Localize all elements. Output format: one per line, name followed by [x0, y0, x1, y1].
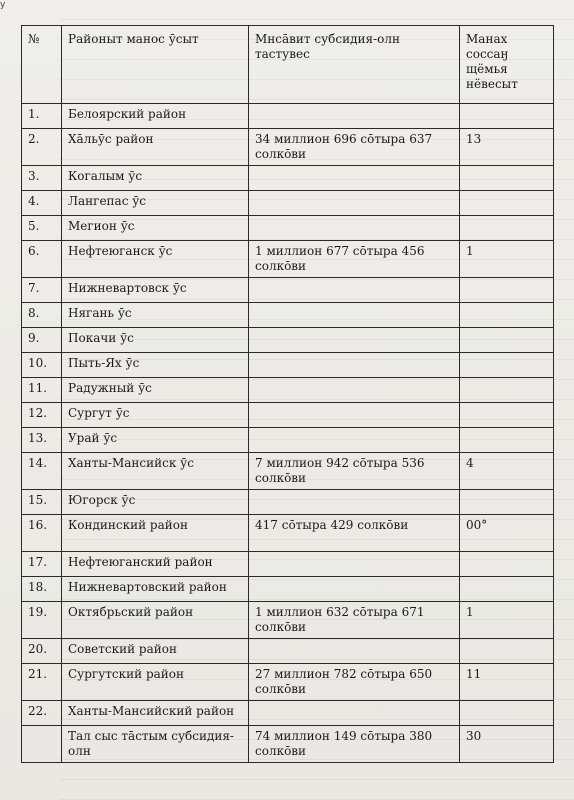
row-families: 30	[460, 726, 554, 763]
row-subsidy	[249, 303, 460, 328]
row-subsidy: 34 миллион 696 сōтыра 637 солкōви	[249, 129, 460, 166]
row-families	[460, 191, 554, 216]
row-number: 21.	[22, 664, 62, 701]
row-subsidy: 1 миллион 632 сōтыра 671 солкōви	[249, 602, 460, 639]
table-header-row	[22, 26, 554, 104]
table-row	[22, 726, 554, 763]
table-row	[22, 664, 554, 701]
table-row	[22, 403, 554, 428]
row-district: Лангепас ӯс	[62, 191, 249, 216]
row-families	[460, 577, 554, 602]
row-district: Нефтеюганск ӯс	[62, 241, 249, 278]
row-district: Нижневартовск ӯс	[62, 278, 249, 303]
row-number: 8.	[22, 303, 62, 328]
row-district: Сургут ӯс	[62, 403, 249, 428]
row-district: Когалым ӯс	[62, 166, 249, 191]
row-district: Хāльӯс район	[62, 129, 249, 166]
table-row	[22, 490, 554, 515]
header-subsidy: Мнсāвит субсидия-олн тастувес	[249, 26, 460, 104]
row-families	[460, 303, 554, 328]
row-number: 6.	[22, 241, 62, 278]
row-families	[460, 166, 554, 191]
row-subsidy	[249, 378, 460, 403]
table-row	[22, 278, 554, 303]
row-subsidy	[249, 552, 460, 577]
row-subsidy	[249, 104, 460, 129]
row-number: 13.	[22, 428, 62, 453]
row-district: Ханты-Мансийск ӯс	[62, 453, 249, 490]
row-subsidy	[249, 328, 460, 353]
table-row	[22, 328, 554, 353]
row-families: 13	[460, 129, 554, 166]
row-number: 10.	[22, 353, 62, 378]
row-district: Югорск ӯс	[62, 490, 249, 515]
table-row	[22, 216, 554, 241]
row-number: 9.	[22, 328, 62, 353]
table-row	[22, 303, 554, 328]
table-body	[22, 104, 554, 763]
row-families	[460, 552, 554, 577]
row-subsidy	[249, 353, 460, 378]
row-subsidy: 417 сōтыра 429 солкōви	[249, 515, 460, 552]
row-subsidy	[249, 639, 460, 664]
row-subsidy	[249, 577, 460, 602]
row-district: Покачи ӯс	[62, 328, 249, 353]
row-number: 22.	[22, 701, 62, 726]
row-district: Пыть-Ях ӯс	[62, 353, 249, 378]
row-district: Радужный ӯс	[62, 378, 249, 403]
table-row	[22, 378, 554, 403]
row-families: 00°	[460, 515, 554, 552]
row-number	[22, 726, 62, 763]
row-number: 17.	[22, 552, 62, 577]
row-families: 1	[460, 602, 554, 639]
row-subsidy	[249, 166, 460, 191]
table-row	[22, 552, 554, 577]
row-district: Урай ӯс	[62, 428, 249, 453]
row-number: 1.	[22, 104, 62, 129]
row-families: 11	[460, 664, 554, 701]
row-district: Мегион ӯс	[62, 216, 249, 241]
row-number: 16.	[22, 515, 62, 552]
row-number: 19.	[22, 602, 62, 639]
row-number: 7.	[22, 278, 62, 303]
row-families	[460, 378, 554, 403]
row-number: 20.	[22, 639, 62, 664]
row-district: Сургутский район	[62, 664, 249, 701]
row-families	[460, 328, 554, 353]
table-row	[22, 453, 554, 490]
row-subsidy	[249, 216, 460, 241]
row-families	[460, 216, 554, 241]
row-number: 15.	[22, 490, 62, 515]
row-number: 5.	[22, 216, 62, 241]
header-families: Манах соссаӈ щёмья нёвесыт	[460, 26, 554, 104]
row-number: 3.	[22, 166, 62, 191]
row-district: Нефтеюганский район	[62, 552, 249, 577]
row-district: Советский район	[62, 639, 249, 664]
table-row	[22, 104, 554, 129]
row-number: 2.	[22, 129, 62, 166]
table-row	[22, 602, 554, 639]
row-families: 4	[460, 453, 554, 490]
row-subsidy	[249, 191, 460, 216]
row-subsidy: 7 миллион 942 сōтыра 536 солкōви	[249, 453, 460, 490]
row-subsidy	[249, 428, 460, 453]
table-row	[22, 577, 554, 602]
row-families	[460, 701, 554, 726]
row-families	[460, 353, 554, 378]
row-district: Тал сыс тāстым субсидия-олн	[62, 726, 249, 763]
row-district: Кондинский район	[62, 515, 249, 552]
row-subsidy	[249, 403, 460, 428]
row-families	[460, 639, 554, 664]
row-number: 18.	[22, 577, 62, 602]
row-subsidy: 27 миллион 782 сōтыра 650 солкōви	[249, 664, 460, 701]
table-row	[22, 241, 554, 278]
header-district: Районыт манос ӯсыт	[62, 26, 249, 104]
row-families	[460, 104, 554, 129]
table-row	[22, 191, 554, 216]
row-subsidy: 1 миллион 677 сōтыра 456 солкōви	[249, 241, 460, 278]
row-district: Октябрьский район	[62, 602, 249, 639]
table-row	[22, 428, 554, 453]
table-row	[22, 353, 554, 378]
row-number: 14.	[22, 453, 62, 490]
row-families	[460, 490, 554, 515]
table-row	[22, 166, 554, 191]
row-subsidy	[249, 490, 460, 515]
row-subsidy	[249, 701, 460, 726]
row-families	[460, 278, 554, 303]
row-families: 1	[460, 241, 554, 278]
row-subsidy	[249, 278, 460, 303]
table-row	[22, 129, 554, 166]
row-subsidy: 74 миллион 149 сōтыра 380 солкōви	[249, 726, 460, 763]
table-row	[22, 639, 554, 664]
table-row	[22, 515, 554, 552]
row-families	[460, 428, 554, 453]
row-district: Нижневартовский район	[62, 577, 249, 602]
row-district: Ханты-Мансийский район	[62, 701, 249, 726]
table-row	[22, 701, 554, 726]
row-number: 12.	[22, 403, 62, 428]
row-district: Белоярский район	[62, 104, 249, 129]
row-families	[460, 403, 554, 428]
row-number: 11.	[22, 378, 62, 403]
row-district: Нягань ӯс	[62, 303, 249, 328]
corner-mark: у	[0, 0, 6, 10]
row-number: 4.	[22, 191, 62, 216]
subsidy-table	[21, 25, 554, 763]
header-number: №	[22, 26, 62, 104]
